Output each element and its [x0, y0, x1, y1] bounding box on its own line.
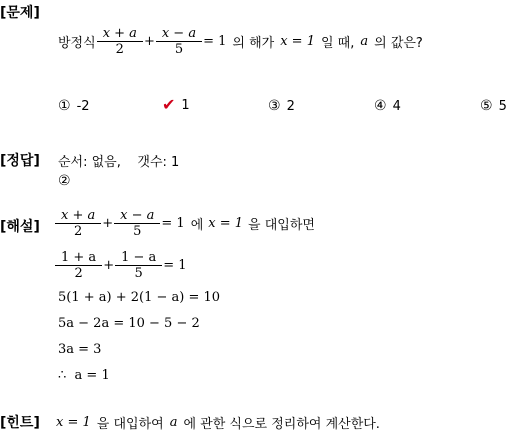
choice-4[interactable]	[374, 98, 401, 114]
solution-line-2-fraction-1-denominator: 2	[55, 265, 102, 281]
choice-2[interactable]	[162, 97, 190, 113]
problem-condition: x = 1	[280, 34, 315, 49]
solution-line-2: $\frac{1 + a}{2}$ + $\frac{1 - a}{5}$ = 1	[56, 250, 187, 281]
solution-fraction-1	[58, 208, 98, 239]
problem-tag: [문제]	[0, 5, 40, 21]
choice-4-mark: ④	[374, 98, 387, 114]
solution-line-2-fraction-2-denominator: 5	[115, 265, 162, 281]
solution-tag: [해설]	[0, 219, 40, 235]
solution-line-1-rhs: = 1	[161, 216, 185, 231]
hint-line	[56, 413, 380, 432]
problem-statement: 방정식 $\frac{x + a}{2}$ + $\frac{x - a}{5}$ = 1 의 해가 x = 1 일 때, a 의 값은?	[58, 26, 423, 57]
problem-suffix-1: 의 해가	[232, 36, 275, 51]
choice-2-value: 1	[181, 97, 190, 113]
choice-1[interactable]	[58, 98, 90, 114]
solution-line-6: ∴ a = 1	[58, 368, 110, 383]
equation-rhs: = 1	[203, 34, 227, 49]
hint-var-a: a	[169, 415, 178, 430]
fraction-2-numerator: x − a	[161, 26, 197, 41]
solution-line-1: $\frac{x + a}{2}$ + $\frac{x - a}{5}$ = 1 에 x = 1 을 대입하면	[56, 208, 315, 239]
solution-line-1-text-1: 에	[190, 218, 204, 233]
choice-3-mark: ③	[268, 98, 281, 114]
choice-5-value: 5	[498, 98, 507, 114]
solution-line-1-condition: x = 1	[208, 216, 244, 231]
solution-line-2-rhs: = 1	[163, 258, 187, 273]
fraction-1	[100, 26, 140, 57]
solution-fraction-2	[117, 208, 157, 239]
problem-suffix-3: 의 값은?	[374, 36, 423, 51]
problem-suffix-2: 일 때,	[320, 36, 355, 51]
choice-1-value: -2	[76, 98, 90, 114]
choice-1-mark: ①	[58, 98, 71, 114]
fraction-2	[159, 26, 199, 57]
choice-5-mark: ⑤	[480, 98, 493, 114]
solution-line-2-fraction-1	[58, 250, 99, 281]
hint-condition: x = 1	[56, 415, 91, 430]
solution-fraction-1-denominator: 2	[55, 223, 101, 239]
solution-line-4: 5a − 2a = 10 − 5 − 2	[58, 316, 200, 331]
solution-fraction-1-numerator: x + a	[61, 208, 96, 223]
solution-fraction-2-numerator: x − a	[120, 208, 155, 223]
choice-3[interactable]	[268, 98, 295, 114]
answer-line: 순서: 없음, 갯수: 1	[58, 155, 180, 170]
choice-5[interactable]	[480, 98, 507, 114]
solution-line-2-fraction-2-numerator: 1 − a	[121, 250, 157, 265]
fraction-2-denominator: 5	[156, 41, 202, 57]
answer-mark: ②	[58, 173, 71, 189]
solution-line-2-fraction-2	[118, 250, 159, 281]
solution-line-2-fraction-1-numerator: 1 + a	[61, 250, 97, 265]
answer-tag: [정답]	[0, 153, 40, 169]
fraction-1-numerator: x + a	[102, 26, 137, 41]
hint-text-1: 을 대입하여	[96, 417, 164, 432]
fraction-1-denominator: 2	[97, 41, 143, 57]
solution-fraction-2-denominator: 5	[114, 223, 160, 239]
hint-tag: [힌트]	[0, 415, 40, 431]
solution-line-3: 5(1 + a) + 2(1 − a) = 10	[58, 290, 221, 305]
solution-line-1-text-2: 을 대입하면	[248, 218, 315, 233]
choice-3-value: 2	[286, 98, 295, 114]
hint-text-2: 에 관한 식으로 정리하여 계산한다.	[183, 417, 380, 432]
checkmark-icon: ✔	[162, 95, 176, 114]
problem-var-a: a	[360, 34, 369, 49]
choice-4-value: 4	[392, 98, 401, 114]
problem-prefix: 방정식	[58, 36, 96, 51]
solution-line-5: 3a = 3	[58, 342, 102, 357]
